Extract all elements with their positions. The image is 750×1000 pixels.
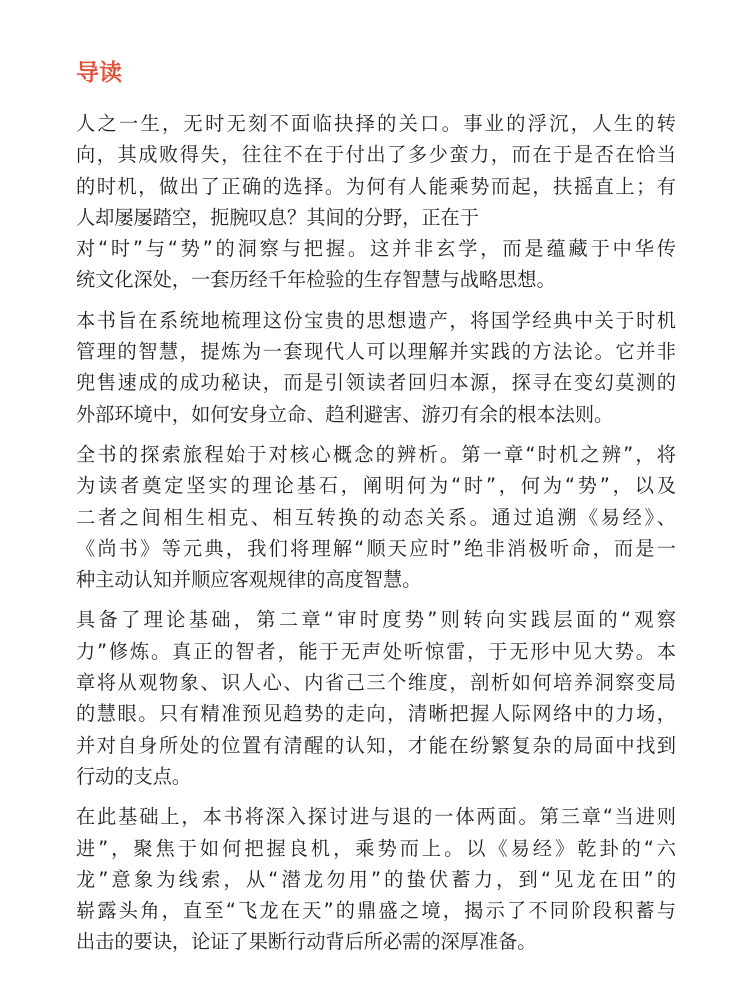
text-line: 进”，聚焦于如何把握良机，乘势而上。以《易经》乾卦的“六	[76, 836, 676, 860]
text-line: 在此基础上，本书将深入探讨进与退的一体两面。第三章“当进则	[76, 805, 676, 829]
text-line: 外部环境中，如何安身立命、趋利避害、游刃有余的根本法则。	[76, 402, 614, 426]
text-line: 出击的要诀，论证了果断行动背后所必需的深厚准备。	[76, 930, 537, 954]
text-line: 为读者奠定坚实的理论基石，阐明何为“时”，何为“势”，以及	[76, 474, 676, 498]
text-line: 行动的支点。	[76, 764, 192, 788]
text-line: 人却屡屡踏空，扼腕叹息？其间的分野，正在于	[76, 205, 479, 229]
text-line: 并对自身所处的位置有清醒的认知，才能在纷繁复杂的局面中找到	[76, 733, 676, 757]
text-line: 人之一生，无时无刻不面临抉择的关口。事业的浮沉，人生的转	[76, 112, 676, 135]
text-line: 《尚书》等元典，我们将理解“顺天应时”绝非消极听命，而是一	[76, 536, 676, 560]
text-line: 力”修炼。真正的智者，能于无声处听惊雷，于无形中见大势。本	[76, 639, 676, 663]
paragraph	[76, 604, 676, 792]
text-line: 本书旨在系统地梳理这份宝贵的思想遗产，将国学经典中关于时机	[76, 308, 676, 332]
paragraph	[76, 305, 676, 430]
paragraph	[76, 801, 676, 957]
text-line: 章将从观物象、识人心、内省己三个维度，剖析如何培养洞察变局	[76, 671, 676, 695]
text-line: 龙”意象为线索，从“潜龙勿用”的蛰伏蓄力，到“见龙在田”的	[76, 867, 676, 891]
section-title: 导读	[76, 60, 122, 86]
body-text	[76, 108, 676, 958]
text-line: 崭露头角，直至“飞龙在天”的鼎盛之境，揭示了不同阶段积蓄与	[76, 899, 676, 923]
text-line: 统文化深处，一套历经千年检验的生存智慧与战略思想。	[76, 268, 556, 292]
paragraph	[76, 439, 676, 595]
text-line: 种主动认知并顺应客观规律的高度智慧。	[76, 568, 422, 592]
document-page	[76, 56, 676, 967]
paragraph	[76, 108, 676, 296]
text-line: 全书的探索旅程始于对核心概念的辨析。第一章“时机之辨”，将	[76, 442, 676, 466]
text-line: 兜售速成的成功秘诀，而是引领读者回归本源，探寻在变幻莫测的	[76, 371, 676, 395]
text-line: 对“时”与“势”的洞察与把握。这并非玄学，而是蕴藏于中华传	[76, 237, 676, 261]
text-line: 管理的智慧，提炼为一套现代人可以理解并实践的方法论。它并非	[76, 340, 676, 364]
text-line: 具备了理论基础，第二章“审时度势”则转向实践层面的“观察	[76, 608, 676, 632]
text-line: 的时机，做出了正确的选择。为何有人能乘势而起，扶摇直上；有	[76, 174, 676, 198]
text-line: 向，其成败得失，往往不在于付出了多少蛮力，而在于是否在恰当	[76, 143, 676, 167]
text-line: 二者之间相生相克、相互转换的动态关系。通过追溯《易经》、	[76, 505, 676, 529]
text-line: 的慧眼。只有精准预见趋势的走向，清晰把握人际网络中的力场，	[76, 702, 676, 726]
